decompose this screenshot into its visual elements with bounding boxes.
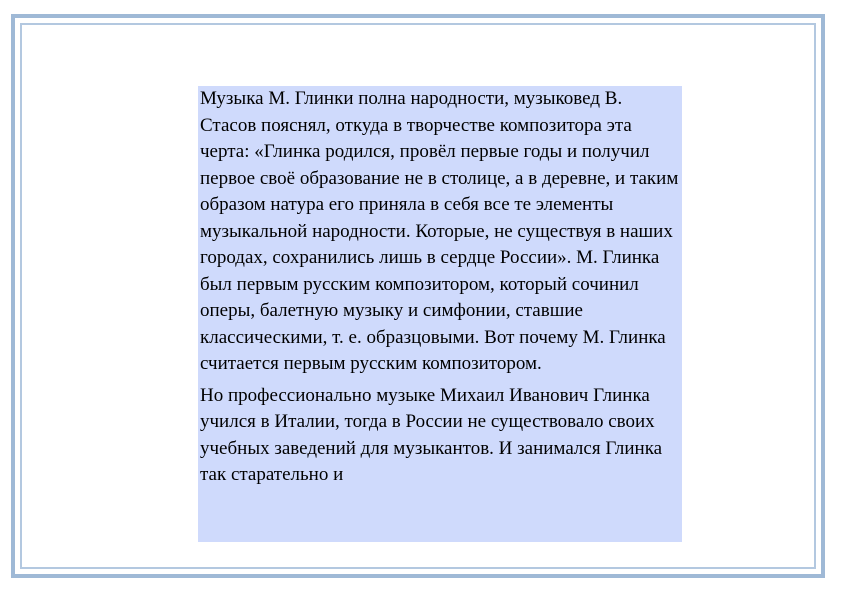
paragraph-2: Но профессионально музыке Михаил Иванович Глинка учился в Италии, тогда в России не существовало своих учебных заведений для музыкантов. И занимался Глинка так старательно и <box>200 384 663 485</box>
text-block <box>198 86 682 542</box>
paragraph-1: Музыка М. Глинки полна народности, музыковед В. Стасов пояснял, откуда в творчестве композитора эта черта: «Глинка родился, провёл первые годы и получил первое своё образование не в столице, а в деревне, и таким образом натура его приняла в себя все те элементы музыкальной народности. Которые, не существуя в наших городах, сохранились лишь в сердце России». М. Глинка был первым русским композитором, который сочинил оперы, балетную музыку и симфонии, ставшие классическими, т. е. образцовыми. Вот почему М. Глинка считается первым русским композитором. <box>200 88 679 374</box>
